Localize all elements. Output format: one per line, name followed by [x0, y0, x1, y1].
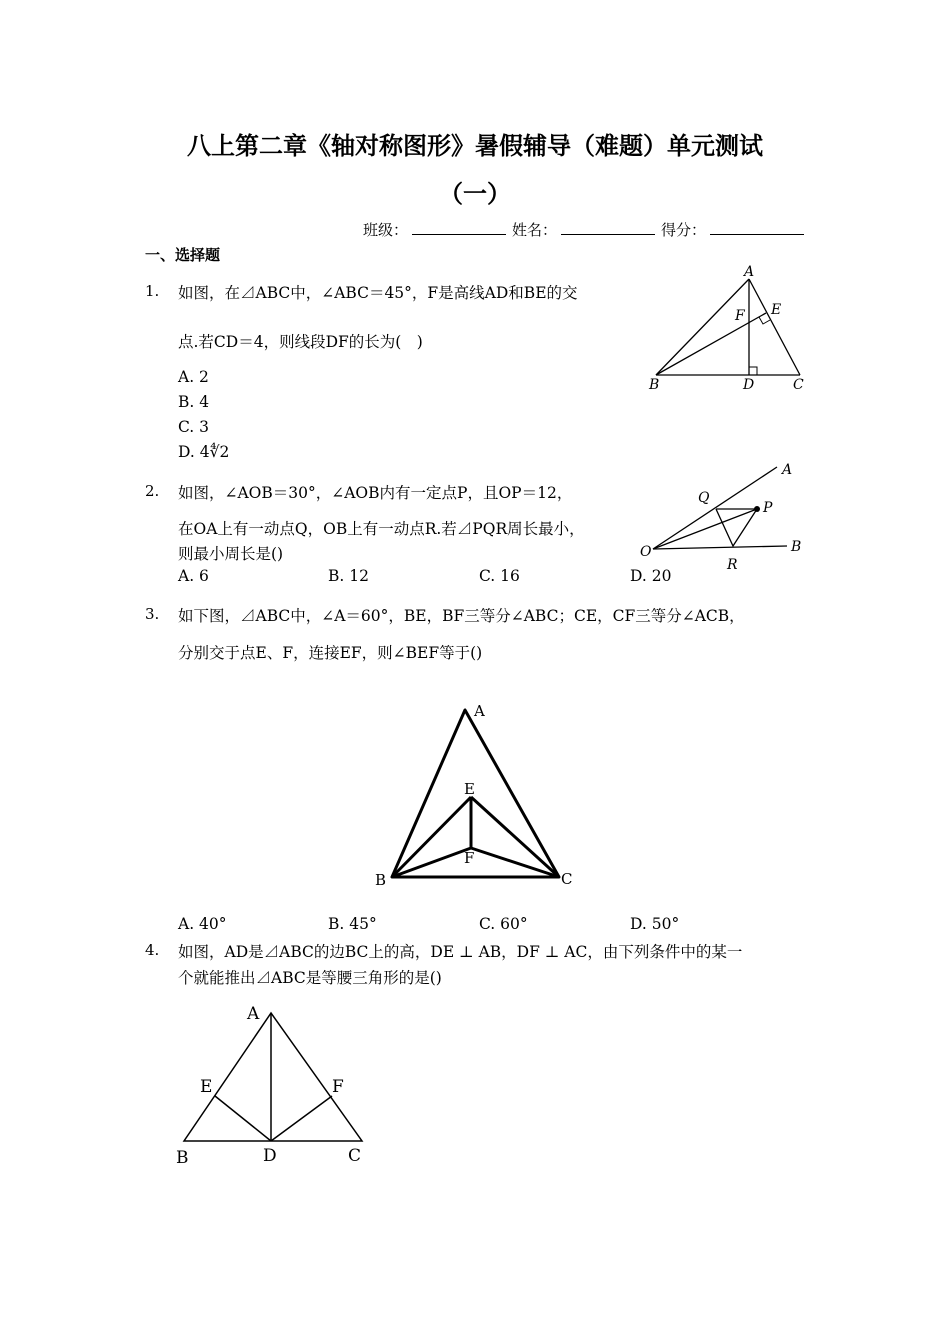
q3-segment-ce: [471, 797, 559, 877]
q4-segment-de: [215, 1096, 271, 1141]
question-2-option-b[interactable]: B. 12: [328, 567, 369, 585]
q2-label-o: O: [640, 544, 652, 560]
q3-label-a: A: [474, 702, 485, 720]
q2-ray-ob: [653, 546, 787, 549]
question-1-option-a[interactable]: A. 2: [178, 368, 209, 386]
question-4-number: 4.: [145, 941, 160, 959]
q4-label-b: B: [176, 1148, 189, 1168]
q1-label-a: A: [744, 264, 755, 280]
page-title-subtitle: （一）: [439, 180, 511, 208]
question-2-text-line3: 则最小周长是(): [178, 545, 284, 563]
class-field[interactable]: [412, 220, 506, 235]
q4-label-d: D: [263, 1146, 277, 1166]
question-2-option-c[interactable]: C. 16: [479, 567, 520, 585]
q1-label-f: F: [735, 308, 745, 324]
score-field[interactable]: [710, 220, 804, 235]
question-1-option-c[interactable]: C. 3: [178, 418, 210, 436]
question-1-option-b[interactable]: B. 4: [178, 393, 210, 411]
q2-label-a: A: [782, 462, 793, 478]
q3-label-e: E: [464, 780, 475, 798]
q4-label-f: F: [332, 1077, 344, 1097]
question-3-text-line2: 分别交于点E、F，连接EF，则∠BEF等于(): [178, 644, 483, 662]
question-3-option-a[interactable]: A. 40°: [178, 915, 227, 933]
question-3-text-line1: 如下图，⊿ABC中，∠A＝60°，BE，BF三等分∠ABC；CE，CF三等分∠ACB，: [178, 607, 745, 625]
question-1-option-d[interactable]: D. 4∜2: [178, 443, 230, 461]
question-4-text-line1: 如图，AD是⊿ABC的边BC上的高，DE ⊥ AB，DF ⊥ AC，由下列条件中的某一: [178, 943, 743, 961]
q1-label-b: B: [649, 377, 660, 393]
section-heading: 一、选择题: [145, 246, 221, 264]
q3-label-b: B: [375, 871, 387, 889]
name-field[interactable]: [561, 220, 655, 235]
class-label: 班级：: [363, 221, 409, 239]
question-4-text-line2: 个就能推出⊿ABC是等腰三角形的是(): [178, 969, 442, 987]
question-1-text-line2: 点.若CD＝4，则线段DF的长为( ): [178, 333, 423, 351]
q3-segment-be: [392, 797, 471, 877]
q4-label-c: C: [348, 1146, 362, 1166]
q1-edge-ac: [749, 279, 800, 375]
q3-label-c: C: [561, 870, 573, 888]
name-label: 姓名：: [512, 221, 558, 239]
q4-segment-df: [271, 1096, 332, 1141]
question-2-option-a[interactable]: A. 6: [178, 567, 209, 585]
question-1-text-line1: 如图，在⊿ABC中，∠ABC＝45°，F是高线AD和BE的交: [178, 284, 578, 302]
question-1-figure: [640, 262, 815, 397]
score-label: 得分：: [661, 221, 707, 239]
q2-point-p: [754, 506, 760, 512]
q1-label-c: C: [793, 377, 804, 393]
q2-label-q: Q: [698, 490, 710, 506]
q2-triangle-pqr: [716, 509, 757, 546]
q2-label-p: P: [763, 500, 773, 516]
question-3-option-b[interactable]: B. 45°: [328, 915, 377, 933]
q1-right-angle-e: [759, 317, 770, 324]
question-3-option-d[interactable]: D. 50°: [630, 915, 680, 933]
q4-label-e: E: [200, 1077, 213, 1097]
q2-label-b: B: [791, 539, 802, 555]
question-2-number: 2.: [145, 482, 160, 500]
question-3-figure: [370, 695, 580, 895]
q3-label-f: F: [464, 849, 475, 867]
question-3-number: 3.: [145, 605, 160, 623]
page-title: 八上第二章《轴对称图形》暑假辅导（难题）单元测试: [187, 132, 763, 160]
question-4-figure: [170, 998, 380, 1173]
q4-label-a: A: [247, 1004, 260, 1024]
q1-edge-ab: [656, 279, 749, 375]
question-3-option-c[interactable]: C. 60°: [479, 915, 528, 933]
q1-label-e: E: [771, 302, 782, 318]
question-2-figure: [632, 458, 812, 573]
q2-label-r: R: [727, 557, 738, 573]
question-2-text-line1: 如图，∠AOB＝30°，∠AOB内有一定点P，且OP＝12，: [178, 484, 573, 502]
question-1-number: 1.: [145, 282, 160, 300]
student-info-line: [363, 219, 810, 240]
question-2-option-d[interactable]: D. 20: [630, 567, 672, 585]
q1-label-d: D: [743, 377, 755, 393]
q1-right-angle-d: [749, 367, 757, 375]
question-2-text-line2: 在OA上有一动点Q，OB上有一动点R.若⊿PQR周长最小，: [178, 520, 585, 538]
